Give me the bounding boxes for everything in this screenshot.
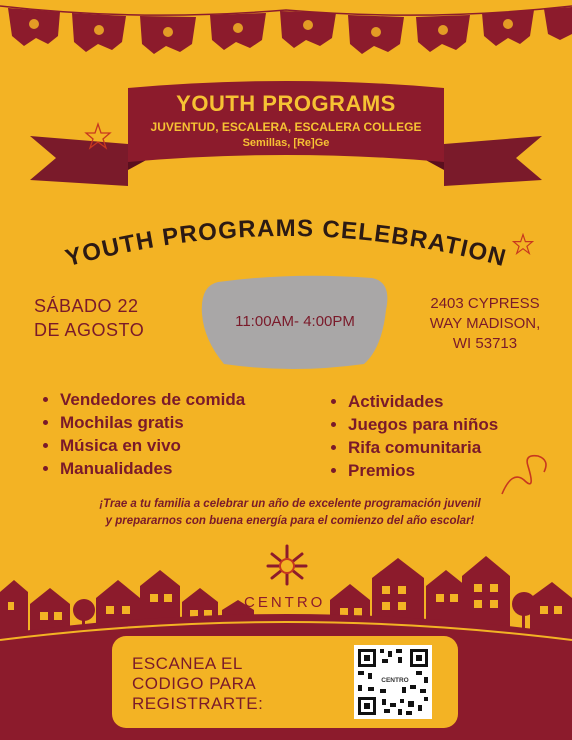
list-item: • Rifa comunitaria	[348, 436, 498, 459]
address-line: WAY MADISON,	[429, 315, 541, 332]
invitation-note	[40, 496, 540, 530]
activities-list-right	[328, 390, 498, 482]
event-title-text: YOUTH PROGRAMS CELEBRATION	[62, 214, 510, 273]
address-line: WI 53713	[452, 335, 518, 352]
note-line: y prepararnos con buena energía para el comienzo del año escolar!	[105, 515, 475, 527]
list-item: • Mochilas gratis	[60, 411, 245, 434]
scan-line: CODIGO PARA	[132, 674, 257, 693]
event-address	[412, 294, 558, 354]
date-line: SÁBADO 22	[34, 296, 139, 316]
banner-subtitle: JUVENTUD, ESCALERA, ESCALERA COLLEGE	[150, 120, 422, 134]
swirl-icon	[498, 450, 554, 500]
note-line: ¡Trae a tu familia a celebrar un año de excelente programación juvenil	[99, 498, 481, 510]
list-item: • Premios	[348, 459, 498, 482]
list-item: • Juegos para niños	[348, 413, 498, 436]
list-item: • Actividades	[348, 390, 498, 413]
scan-line: ESCANEA EL	[132, 654, 243, 673]
address-line: 2403 CYPRESS	[430, 295, 540, 312]
list-item: • Vendedores de comida	[60, 388, 245, 411]
event-date	[34, 294, 144, 342]
list-item: • Manualidades	[60, 457, 245, 480]
scan-instructions	[132, 654, 263, 714]
star-icon	[84, 122, 112, 150]
banner-title: YOUTH PROGRAMS	[176, 91, 396, 116]
centro-logo	[266, 542, 308, 588]
scan-line: REGISTRARTE:	[132, 694, 264, 713]
qr-label: CENTRO	[381, 677, 409, 684]
date-line: DE AGOSTO	[34, 320, 145, 340]
activities-list-left	[40, 388, 245, 480]
svg-text:YOUTH PROGRAMS CELEBRATION	[63, 215, 510, 272]
centro-logo-text: CENTRO	[244, 594, 326, 611]
event-time: 11:00AM- 4:00PM	[235, 313, 355, 330]
list-item: • Música en vivo	[60, 434, 245, 457]
banner-subtitle-2: Semillas, [Re]Ge	[242, 137, 330, 149]
papel-picado-bunting	[0, 0, 572, 60]
